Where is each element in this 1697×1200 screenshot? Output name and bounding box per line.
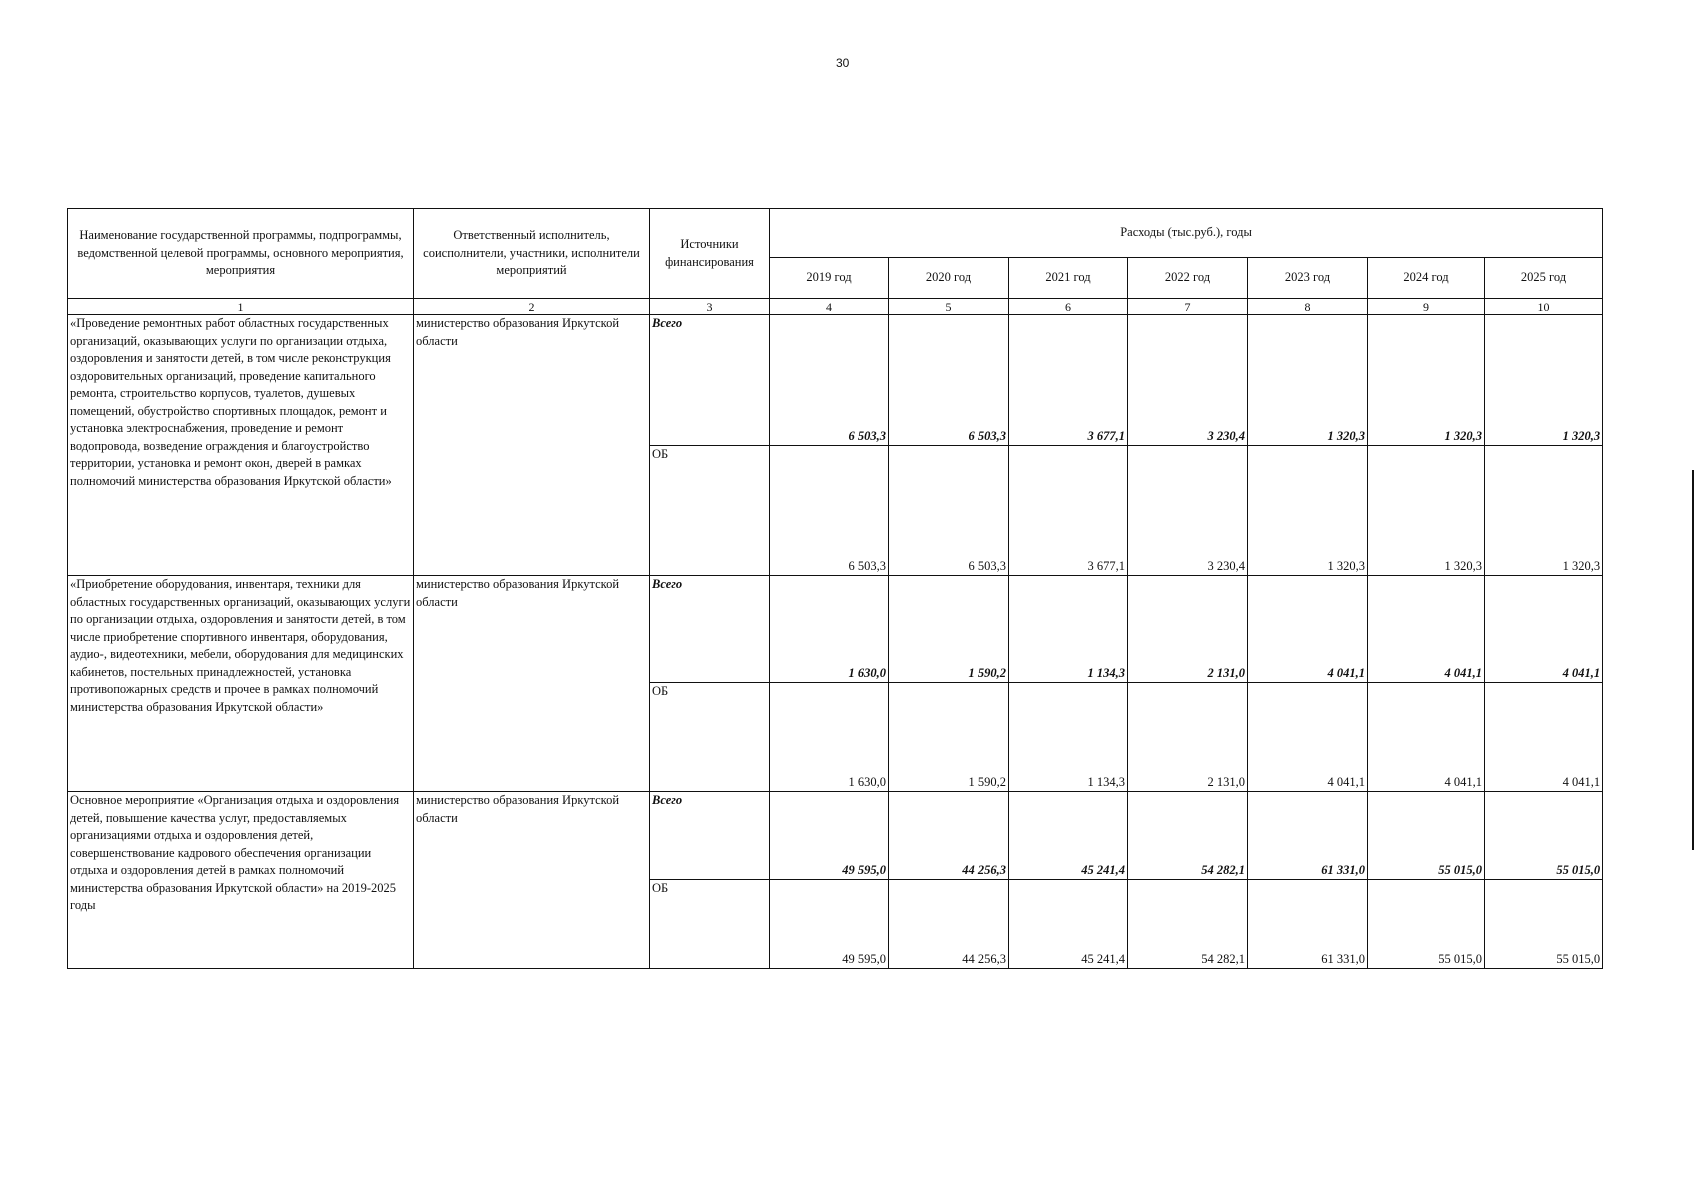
- column-number: 10: [1485, 299, 1603, 315]
- page-number: 30: [836, 56, 850, 70]
- ob-value: 1 590,2: [889, 683, 1009, 792]
- program-name: Основное мероприятие «Организация отдыха и оздоровления детей, повышение качества услуг, предоставляемых организациями отдыха и оздоровления детей, совершенствование кадрового обеспечения организации отдыха и оздоровления детей в рамках полномочий министерства образования Иркутской области» на 2019-2025 годы: [68, 792, 414, 969]
- total-value: 1 320,3: [1368, 315, 1485, 446]
- total-value: 1 630,0: [770, 576, 889, 683]
- column-number: 5: [889, 299, 1009, 315]
- source-ob: ОБ: [650, 446, 770, 576]
- ob-value: 3 677,1: [1009, 446, 1128, 576]
- ob-value: 55 015,0: [1485, 880, 1603, 969]
- ob-value: 1 320,3: [1248, 446, 1368, 576]
- column-number: 1: [68, 299, 414, 315]
- total-value: 4 041,1: [1248, 576, 1368, 683]
- ob-value: 3 230,4: [1128, 446, 1248, 576]
- total-value: 3 230,4: [1128, 315, 1248, 446]
- header-year: 2019 год: [770, 258, 889, 299]
- source-total: Всего: [650, 792, 770, 880]
- total-value: 1 320,3: [1485, 315, 1603, 446]
- program-name: «Проведение ремонтных работ областных государственных организаций, оказывающих услуги по организации отдыха, оздоровления и занятости детей, в том числе реконструкция оздоровительных организаций, проведение капитального ремонта, строительство корпусов, туалетов, душевых помещений, обустройство спортивных площадок, ремонт и установка электроснабжения, проведение и ремонт водопровода, возведение ограждения и благоустройство территории, установка и ремонт окон, дверей в рамках полномочий министерства образования Иркутской области»: [68, 315, 414, 576]
- executor: министерство образования Иркутской области: [414, 315, 650, 576]
- header-year: 2022 год: [1128, 258, 1248, 299]
- total-value: 61 331,0: [1248, 792, 1368, 880]
- ob-value: 49 595,0: [770, 880, 889, 969]
- header-year: 2021 год: [1009, 258, 1128, 299]
- ob-value: 4 041,1: [1485, 683, 1603, 792]
- ob-value: 1 630,0: [770, 683, 889, 792]
- budget-table: [67, 208, 1603, 969]
- ob-value: 45 241,4: [1009, 880, 1128, 969]
- header-year: 2020 год: [889, 258, 1009, 299]
- column-number: 4: [770, 299, 889, 315]
- header-year: 2024 год: [1368, 258, 1485, 299]
- total-value: 6 503,3: [770, 315, 889, 446]
- total-value: 6 503,3: [889, 315, 1009, 446]
- header-name: Наименование государственной программы, подпрограммы, ведомственной целевой программы, основного мероприятия, мероприятия: [68, 209, 414, 299]
- total-value: 45 241,4: [1009, 792, 1128, 880]
- ob-value: 4 041,1: [1248, 683, 1368, 792]
- total-value: 49 595,0: [770, 792, 889, 880]
- scan-edge-line: [1692, 470, 1694, 850]
- column-number: 7: [1128, 299, 1248, 315]
- total-value: 44 256,3: [889, 792, 1009, 880]
- total-value: 1 590,2: [889, 576, 1009, 683]
- ob-value: 61 331,0: [1248, 880, 1368, 969]
- total-value: 1 134,3: [1009, 576, 1128, 683]
- ob-value: 1 320,3: [1485, 446, 1603, 576]
- executor: министерство образования Иркутской области: [414, 792, 650, 969]
- column-number: 6: [1009, 299, 1128, 315]
- header-sources: Источники финансирования: [650, 209, 770, 299]
- ob-value: 1 134,3: [1009, 683, 1128, 792]
- total-value: 1 320,3: [1248, 315, 1368, 446]
- ob-value: 44 256,3: [889, 880, 1009, 969]
- program-name: «Приобретение оборудования, инвентаря, техники для областных государственных организаций, оказывающих услуги по организации отдыха, оздоровления и занятости детей, в том числе приобретение спортивного инвентаря, оборудования, аудио-, видеотехники, мебели, оборудования для медицинских кабинетов, постельных принадлежностей, установка противопожарных средств и прочее в рамках полномочий министерства образования Иркутской области»: [68, 576, 414, 792]
- ob-value: 6 503,3: [770, 446, 889, 576]
- ob-value: 54 282,1: [1128, 880, 1248, 969]
- column-number: 9: [1368, 299, 1485, 315]
- header-year: 2023 год: [1248, 258, 1368, 299]
- executor: министерство образования Иркутской области: [414, 576, 650, 792]
- total-value: 55 015,0: [1368, 792, 1485, 880]
- ob-value: 2 131,0: [1128, 683, 1248, 792]
- total-value: 2 131,0: [1128, 576, 1248, 683]
- source-total: Всего: [650, 576, 770, 683]
- total-value: 54 282,1: [1128, 792, 1248, 880]
- column-number: 8: [1248, 299, 1368, 315]
- header-executor: Ответственный исполнитель, соисполнители, участники, исполнители мероприятий: [414, 209, 650, 299]
- header-expenses: Расходы (тыс.руб.), годы: [770, 209, 1603, 258]
- total-value: 4 041,1: [1368, 576, 1485, 683]
- total-value: 55 015,0: [1485, 792, 1603, 880]
- header-year: 2025 год: [1485, 258, 1603, 299]
- total-value: 4 041,1: [1485, 576, 1603, 683]
- ob-value: 4 041,1: [1368, 683, 1485, 792]
- ob-value: 6 503,3: [889, 446, 1009, 576]
- ob-value: 1 320,3: [1368, 446, 1485, 576]
- source-ob: ОБ: [650, 683, 770, 792]
- total-value: 3 677,1: [1009, 315, 1128, 446]
- column-number: 3: [650, 299, 770, 315]
- source-total: Всего: [650, 315, 770, 446]
- column-number: 2: [414, 299, 650, 315]
- source-ob: ОБ: [650, 880, 770, 969]
- ob-value: 55 015,0: [1368, 880, 1485, 969]
